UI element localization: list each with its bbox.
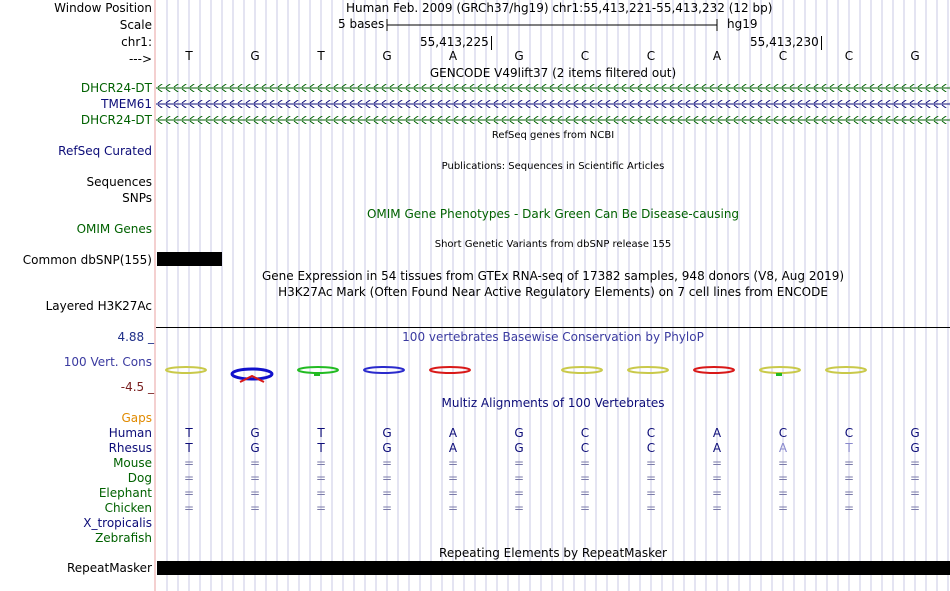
cons-glyph (628, 367, 668, 373)
chrom-label: chr1: (121, 35, 152, 49)
h3k27ac-title[interactable]: H3K27Ac Mark (Often Found Near Active Regulatory Elements) on 7 cell lines from ENCODE (278, 285, 828, 299)
pubs-title[interactable]: Publications: Sequences in Scientific Articles (441, 161, 665, 172)
h3k27ac-signal-line (156, 327, 950, 328)
alignment-base: = (645, 456, 657, 470)
alignment-base: = (777, 456, 789, 470)
strand-arrow-label: ---> (128, 52, 152, 66)
alignment-base: = (711, 456, 723, 470)
cons-glyph-dot (776, 373, 782, 376)
alignment-base: = (381, 501, 393, 515)
alignment-base: = (183, 486, 195, 500)
alignment-base: = (579, 486, 591, 500)
rmsk-label[interactable]: RepeatMasker (66, 561, 152, 575)
alignment-base: = (447, 501, 459, 515)
base-letter: G (514, 49, 524, 63)
alignment-base: A (448, 426, 458, 440)
alignment-base: = (183, 471, 195, 485)
base-letter: G (250, 49, 260, 63)
alignment-base: = (711, 501, 723, 515)
alignment-base: = (513, 501, 525, 515)
base-letter: A (448, 49, 458, 63)
dbsnp-label[interactable]: Common dbSNP(155) (22, 253, 152, 267)
species-label[interactable]: Zebrafish (95, 531, 152, 545)
alignment-base: C (580, 441, 590, 455)
alignment-base: T (317, 426, 325, 440)
cons-max: 4.88 _ (117, 330, 154, 344)
alignment-base: T (845, 441, 853, 455)
alignment-base: = (513, 471, 525, 485)
alignment-base: = (513, 456, 525, 470)
dbsnp-title[interactable]: Short Genetic Variants from dbSNP release 155 (434, 239, 672, 250)
gencode-title[interactable]: GENCODE V49lift37 (2 items filtered out) (429, 66, 677, 80)
alignment-base: = (909, 501, 921, 515)
alignment-base: A (712, 441, 722, 455)
species-label[interactable]: Dog (127, 471, 152, 485)
base-letter: A (712, 49, 722, 63)
scale-bar (386, 18, 726, 32)
alignment-base: C (778, 426, 788, 440)
scale-assembly: hg19 (727, 17, 758, 31)
alignment-base: = (843, 486, 855, 500)
alignment-base: = (315, 501, 327, 515)
alignment-base: = (249, 501, 261, 515)
alignment-base: = (579, 456, 591, 470)
cons-glyph (760, 367, 800, 373)
alignment-base: A (448, 441, 458, 455)
gene-label-dhcr24-dt-2[interactable]: DHCR24-DT (80, 113, 152, 127)
gene-strands[interactable] (156, 80, 950, 128)
multiz-title[interactable]: Multiz Alignments of 100 Vertebrates (441, 396, 665, 410)
alignment-base: = (315, 456, 327, 470)
gene-label-tmem61[interactable]: TMEM61 (101, 97, 152, 111)
cons-title[interactable]: 100 vertebrates Basewise Conservation by PhyloP (402, 330, 704, 344)
coord-tick-1 (420, 35, 492, 50)
rmsk-title[interactable]: Repeating Elements by RepeatMasker (439, 546, 667, 560)
omim-label[interactable]: OMIM Genes (76, 222, 152, 236)
alignment-base: C (844, 426, 854, 440)
base-letter: T (185, 49, 193, 63)
base-letter: G (910, 49, 920, 63)
cons-logos[interactable] (156, 362, 950, 384)
cons-glyph (430, 367, 470, 373)
alignment-base: = (711, 471, 723, 485)
gtex-title[interactable]: Gene Expression in 54 tissues from GTEx RNA-seq of 17382 samples, 948 donors (V8, Aug 2019) (261, 269, 845, 283)
alignment-base: = (777, 501, 789, 515)
cons-label[interactable]: 100 Vert. Cons (63, 355, 152, 369)
alignment-base: = (909, 471, 921, 485)
alignment-base: G (514, 441, 524, 455)
alignment-base: = (645, 501, 657, 515)
cons-min: -4.5 _ (120, 380, 154, 394)
alignment-base: = (777, 471, 789, 485)
species-label[interactable]: Human (108, 426, 152, 440)
alignment-base: = (249, 486, 261, 500)
base-letter: G (382, 49, 392, 63)
alignment-base: C (580, 426, 590, 440)
alignment-base: = (381, 471, 393, 485)
alignment-base: G (250, 426, 260, 440)
alignment-base: T (185, 426, 193, 440)
species-label[interactable]: Elephant (98, 486, 152, 500)
alignment-base: C (646, 441, 656, 455)
alignment-base: = (579, 471, 591, 485)
coord-tick-2 (750, 35, 822, 50)
h3k27ac-label[interactable]: Layered H3K27Ac (45, 299, 152, 313)
cons-glyph (166, 367, 206, 373)
refseq-title[interactable]: RefSeq genes from NCBI (491, 130, 615, 141)
alignment-base: T (185, 441, 193, 455)
alignment-base: = (843, 501, 855, 515)
alignment-base: T (317, 441, 325, 455)
cons-glyph (826, 367, 866, 373)
alignment-base: = (249, 471, 261, 485)
alignment-base: = (909, 486, 921, 500)
alignment-base: = (777, 486, 789, 500)
base-letter: C (646, 49, 656, 63)
alignment-base: = (447, 456, 459, 470)
species-label[interactable]: Chicken (104, 501, 152, 515)
alignment-base: = (183, 456, 195, 470)
alignment-base: G (382, 441, 392, 455)
alignment-base: = (249, 456, 261, 470)
gene-label-dhcr24-dt-1[interactable]: DHCR24-DT (80, 81, 152, 95)
species-label[interactable]: Rhesus (108, 441, 152, 455)
window-position-label: Window Position (54, 1, 152, 15)
cons-glyph-dot (314, 373, 320, 376)
alignment-base: A (778, 441, 788, 455)
gaps-label: Gaps (121, 411, 152, 425)
snps-label[interactable]: SNPs (122, 191, 152, 205)
cons-glyph (232, 369, 272, 379)
cons-glyph (364, 367, 404, 373)
alignment-base: = (447, 486, 459, 500)
scale-label: Scale (119, 18, 152, 32)
base-letter: C (844, 49, 854, 63)
omim-title[interactable]: OMIM Gene Phenotypes - Dark Green Can Be Disease-causing (366, 207, 740, 221)
alignment-base: = (645, 486, 657, 500)
alignment-base: = (381, 486, 393, 500)
alignment-base: = (843, 471, 855, 485)
alignment-base: = (513, 486, 525, 500)
alignment-base: C (646, 426, 656, 440)
sequences-label[interactable]: Sequences (86, 175, 152, 189)
base-letter: C (778, 49, 788, 63)
refseq-label[interactable]: RefSeq Curated (58, 144, 152, 158)
coord-2: 55,413,230 (750, 35, 819, 49)
base-letter: C (580, 49, 590, 63)
alignment-base: = (315, 471, 327, 485)
alignment-base: = (909, 456, 921, 470)
scale-text: 5 bases (338, 17, 385, 31)
alignment-base: = (645, 471, 657, 485)
alignment-base: G (910, 426, 920, 440)
cons-glyph (298, 367, 338, 373)
alignment-base: A (712, 426, 722, 440)
alignment-base: G (382, 426, 392, 440)
cons-glyph (694, 367, 734, 373)
window-position-value[interactable]: Human Feb. 2009 (GRCh37/hg19) chr1:55,413,221-55,413,232 (12 bp) (346, 1, 773, 15)
alignment-base: = (183, 501, 195, 515)
alignment-base: = (381, 456, 393, 470)
rmsk-element[interactable] (157, 561, 950, 575)
cons-glyph (562, 367, 602, 373)
alignment-base: G (910, 441, 920, 455)
alignment-base: = (711, 486, 723, 500)
alignment-base: = (315, 486, 327, 500)
coord-1: 55,413,225 (420, 35, 489, 49)
dbsnp-variant-block[interactable] (157, 252, 222, 266)
species-label[interactable]: X_tropicalis (83, 516, 152, 530)
species-label[interactable]: Mouse (113, 456, 152, 470)
alignment-base: = (843, 456, 855, 470)
alignment-base: = (447, 471, 459, 485)
alignment-base: G (514, 426, 524, 440)
alignment-base: G (250, 441, 260, 455)
alignment-base: = (579, 501, 591, 515)
base-letter: T (317, 49, 325, 63)
